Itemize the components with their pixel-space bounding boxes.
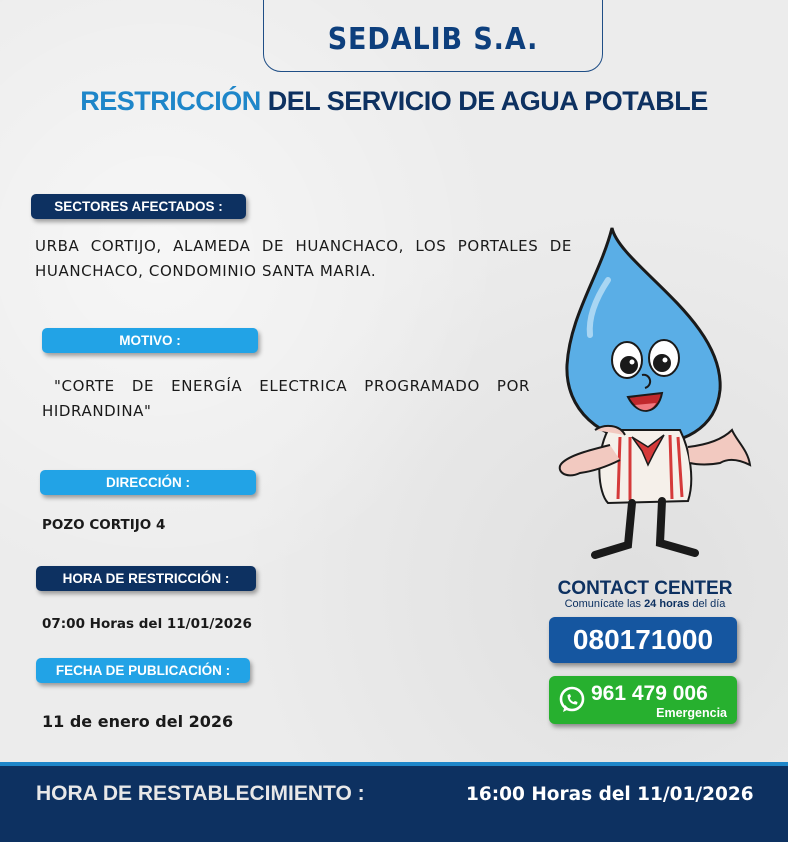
direccion-label: DIRECCIÓN : [40, 470, 256, 495]
hora-restriccion-label: HORA DE RESTRICCIÓN : [36, 566, 256, 591]
direccion-value: POZO CORTIJO 4 [42, 517, 166, 533]
whatsapp-number: 961 479 006 [591, 682, 708, 705]
motivo-label: MOTIVO : [42, 328, 258, 353]
whatsapp-icon [557, 685, 587, 715]
contact-center-subtitle: Comunícate las 24 horas del día [564, 598, 726, 610]
restablecimiento-value: 16:00 Horas del 11/01/2026 [466, 784, 754, 805]
title-rest: DEL SERVICIO DE AGUA POTABLE [260, 86, 708, 116]
sectores-value: URBA CORTIJO, ALAMEDA DE HUANCHACO, LOS PORTALES DE HUANCHACO, CONDOMINIO SANTA MARIA. [35, 237, 572, 280]
restablecimiento-label: HORA DE RESTABLECIMIENTO : [36, 782, 365, 805]
fecha-publicacion-label: FECHA DE PUBLICACIÓN : [36, 658, 250, 683]
footer-bar [0, 762, 788, 842]
page-title [0, 86, 788, 117]
sectores-label: SECTORES AFECTADOS : [31, 194, 246, 219]
motivo-value: "CORTE DE ENERGÍA ELECTRICA PROGRAMADO POR HIDRANDINA" [42, 377, 530, 420]
brand-logo-text: SEDALIB S.A. [327, 22, 539, 57]
contact-center-title: CONTACT CENTER [557, 578, 733, 599]
phone-number-button[interactable]: 080171000 [549, 617, 737, 663]
title-highlight: RESTRICCIÓN [80, 86, 261, 116]
hora-restriccion-value: 07:00 Horas del 11/01/2026 [42, 616, 252, 632]
brand-header [263, 0, 603, 72]
water-drop-mascot-icon [550, 225, 755, 565]
whatsapp-emergency-button[interactable] [549, 676, 737, 724]
fecha-publicacion-value: 11 de enero del 2026 [42, 712, 234, 731]
whatsapp-label: Emergencia [656, 706, 727, 720]
